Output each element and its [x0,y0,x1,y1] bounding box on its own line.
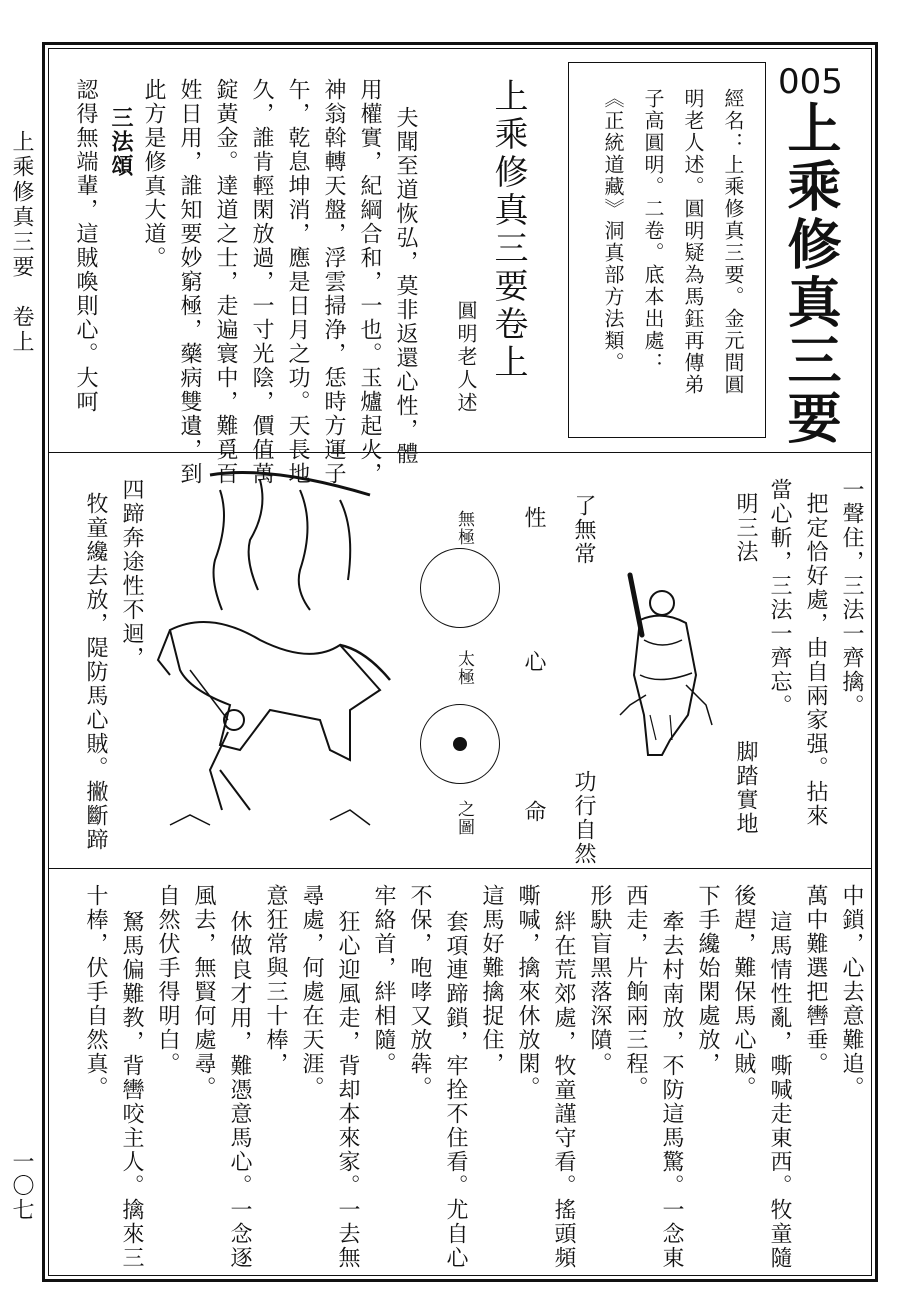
sanfa-heading: 三法頌 [108,106,134,178]
taiji-dot [453,737,467,751]
lower-line: 後趕，難保馬心賊。 [731,884,756,1100]
taiji-circle [420,704,500,784]
horse-herdsman-illustration [150,470,400,850]
wuji-circle [420,548,500,628]
lower-line: 不保，咆哮又放犇。 [407,884,432,1100]
info-line: 子高圓明。二卷。底本出處： [641,88,665,374]
lower-line: 萬中難選把轡垂。 [803,884,828,1076]
preface-line: 夫聞至道恢弘，莫非返還心性，體 [393,106,418,466]
middle-label: 了無常 [571,494,596,566]
lower-line: 休做良才用，難憑意馬心。一念逐 [227,910,252,1270]
lower-line: 這馬情性亂，嘶喊走東西。牧童隨 [767,910,792,1270]
horse-verse-line: 四蹄奔途性不迴， [119,478,144,670]
lower-line: 中鎖，心去意難追。 [839,884,864,1100]
page-number: 一〇七 [9,1150,34,1222]
middle-line: 一聲住，三法一齊擒。 [839,478,864,718]
juan-title: 上乘修真三要卷上 [488,78,528,382]
text-number: 005 [778,62,843,102]
info-line: 經名：上乘修真三要。金元間圓 [721,88,745,396]
lower-line: 下手纔始閑處放， [695,884,720,1076]
lower-line: 尋處，何處在天涯。 [299,884,324,1100]
preface-line: 久，誰肯輕閑放過，一寸光陰，價值萬 [249,78,274,486]
middle-label: 性 [521,506,546,530]
middle-label: 命 [521,800,546,824]
sanfa-line: 認得無端輩，這賊喚則心。大呵 [73,78,98,414]
middle-label: 功行自然 [571,770,596,866]
lower-line: 牢絡首，絆相隨。 [371,884,396,1076]
lower-line: 十棒，伏手自然真。 [83,884,108,1100]
lower-line: 形駃盲黑落深隫。 [587,884,612,1076]
lower-line: 意狂常與三十棒， [263,884,288,1076]
warrior-illustration [600,565,730,765]
diagram-label-taiji: 太極 [454,650,474,686]
lower-line: 絆在荒郊處，牧童謹守看。搖頭頻 [551,910,576,1270]
info-line: 明老人述。圓明疑為馬鈺再傳弟 [681,88,705,396]
section-divider-bottom [48,868,872,869]
preface-line: 錠黃金。達道之士，走遍寰中，難覓百 [213,78,238,486]
lower-line: 駑馬偏難教，背轡咬主人。擒來三 [119,910,144,1270]
lower-line: 西走，片餉兩三程。 [623,884,648,1100]
preface-line: 此方是修真大道。 [141,78,166,270]
preface-line: 神翁斡轉天盤，浮雲掃浄，恁時方運子 [321,78,346,486]
lower-line: 這馬好難擒捉住， [479,884,504,1076]
horse-verse-line: 牧童纔去放，隄防馬心賊。撇斷蹄 [83,492,108,852]
lower-line: 嘶喊，擒來休放閑。 [515,884,540,1100]
lower-line: 套項連蹄鎖，牢拴不住看。尤自心 [443,910,468,1270]
middle-label: 脚踏實地 [733,740,758,836]
section-divider-top [48,452,872,453]
info-line: 《正統道藏》洞真部方法類。 [601,88,625,374]
middle-line: 當心斬，三法一齊忘。 [767,478,792,718]
lower-line: 風去，無賢何處尋。 [191,884,216,1100]
preface-line: 用權實，紀綱合和，一也。玉爐起火， [357,78,382,486]
running-title: 上乘修真三要 卷上 [9,130,34,355]
preface-line: 姓日用，誰知要妙窮極，藥病雙遺，到 [177,78,202,486]
middle-label: 心 [521,650,546,674]
juan-author: 圓明老人述 [454,300,478,415]
lower-line: 牽去村南放，不防這馬驚。一念東 [659,910,684,1270]
text-title: 上乘修真三要 [779,100,842,448]
preface-line: 午，乾息坤消，應是日月之功。天長地 [285,78,310,486]
lower-line: 狂心迎風走，背却本來家。一去無 [335,910,360,1270]
diagram-label-wuji: 無極 [454,510,474,546]
middle-label: 明三法 [733,492,758,564]
lower-line: 自然伏手得明白。 [155,884,180,1076]
middle-line: 把定恰好處，由自兩家强。拈來 [803,492,828,828]
diagram-label-zhitu: 之圖 [454,800,474,836]
